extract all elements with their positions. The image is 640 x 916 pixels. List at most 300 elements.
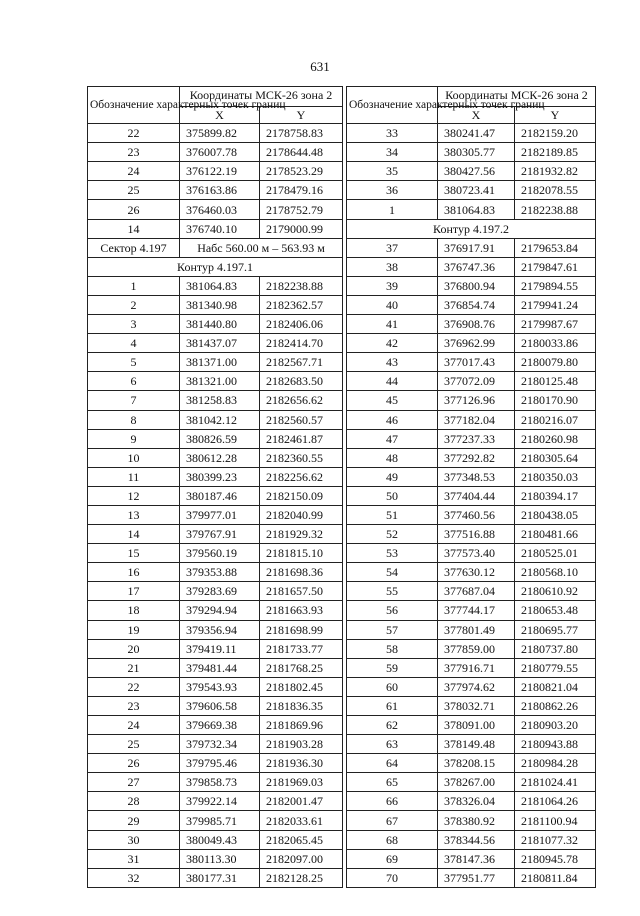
table-row bbox=[347, 467, 596, 486]
table-row bbox=[347, 448, 596, 467]
table-row bbox=[88, 677, 343, 696]
point-number: 34 bbox=[347, 143, 438, 162]
coord-y: 2182238.88 bbox=[515, 200, 596, 219]
point-number: 58 bbox=[347, 639, 438, 658]
table-row bbox=[88, 639, 343, 658]
coord-y: 2182683.50 bbox=[260, 372, 343, 391]
table-row bbox=[347, 505, 596, 524]
table-row bbox=[347, 334, 596, 353]
coord-x: 379283.69 bbox=[180, 582, 260, 601]
table-row bbox=[88, 295, 343, 314]
coord-x: 378267.00 bbox=[438, 773, 515, 792]
table-row bbox=[88, 353, 343, 372]
point-number: 16 bbox=[88, 563, 180, 582]
point-number: 41 bbox=[347, 315, 438, 334]
coord-y: 2182001.47 bbox=[260, 792, 343, 811]
table-row bbox=[88, 334, 343, 353]
coord-x: 379732.34 bbox=[180, 735, 260, 754]
coord-y: 2180779.55 bbox=[515, 658, 596, 677]
table-row bbox=[88, 162, 343, 181]
table-row bbox=[88, 754, 343, 773]
coord-y: 2182414.70 bbox=[260, 334, 343, 353]
table-row bbox=[347, 696, 596, 715]
table-row bbox=[347, 735, 596, 754]
sector-label: Сектор 4.197 bbox=[88, 238, 180, 257]
coord-y: 2179987.67 bbox=[515, 315, 596, 334]
coord-x: 377687.04 bbox=[438, 582, 515, 601]
point-number: 44 bbox=[347, 372, 438, 391]
coord-x: 379353.88 bbox=[180, 563, 260, 582]
coord-y: 2180568.10 bbox=[515, 563, 596, 582]
coord-y: 2181698.99 bbox=[260, 620, 343, 639]
coord-x: 377801.49 bbox=[438, 620, 515, 639]
table-row bbox=[88, 143, 343, 162]
table-row bbox=[88, 716, 343, 735]
coordinates-table-left bbox=[87, 86, 343, 888]
y-header: Y bbox=[260, 107, 343, 124]
coord-y: 2181064.26 bbox=[515, 792, 596, 811]
coord-x: 377744.17 bbox=[438, 601, 515, 620]
coord-y: 2181836.35 bbox=[260, 696, 343, 715]
coord-y: 2178644.48 bbox=[260, 143, 343, 162]
coord-x: 377404.44 bbox=[438, 486, 515, 505]
coord-x: 380187.46 bbox=[180, 486, 260, 505]
table-row bbox=[347, 773, 596, 792]
point-number: 60 bbox=[347, 677, 438, 696]
coord-y: 2180394.17 bbox=[515, 486, 596, 505]
point-number: 65 bbox=[347, 773, 438, 792]
coord-y: 2180653.48 bbox=[515, 601, 596, 620]
point-number: 14 bbox=[88, 219, 180, 238]
point-number: 43 bbox=[347, 353, 438, 372]
coord-y: 2181024.41 bbox=[515, 773, 596, 792]
contour-row bbox=[88, 257, 343, 276]
point-number: 22 bbox=[88, 677, 180, 696]
coord-y: 2180811.84 bbox=[515, 868, 596, 887]
point-number: 15 bbox=[88, 544, 180, 563]
point-number: 23 bbox=[88, 143, 180, 162]
coord-x: 381258.83 bbox=[180, 391, 260, 410]
coord-x: 376163.86 bbox=[180, 181, 260, 200]
table-row bbox=[347, 410, 596, 429]
coord-y: 2178523.29 bbox=[260, 162, 343, 181]
coord-x: 379294.94 bbox=[180, 601, 260, 620]
point-number: 20 bbox=[88, 639, 180, 658]
coord-x: 381042.12 bbox=[180, 410, 260, 429]
coord-y: 2182065.45 bbox=[260, 830, 343, 849]
contour-label: Контур 4.197.1 bbox=[88, 257, 343, 276]
table-row bbox=[347, 429, 596, 448]
table-row bbox=[347, 658, 596, 677]
coord-x: 381440.80 bbox=[180, 315, 260, 334]
contour-row bbox=[347, 219, 596, 238]
table-row bbox=[88, 467, 343, 486]
table-row bbox=[347, 200, 596, 219]
coord-x: 377573.40 bbox=[438, 544, 515, 563]
sector-value: Набс 560.00 м – 563.93 м bbox=[180, 238, 343, 257]
point-number: 7 bbox=[88, 391, 180, 410]
table-row bbox=[88, 525, 343, 544]
coord-x: 380241.47 bbox=[438, 124, 515, 143]
y-header: Y bbox=[515, 107, 596, 124]
coord-x: 378149.48 bbox=[438, 735, 515, 754]
table-row bbox=[347, 276, 596, 295]
point-number: 26 bbox=[88, 200, 180, 219]
coord-x: 381064.83 bbox=[438, 200, 515, 219]
coord-x: 380612.28 bbox=[180, 448, 260, 467]
coord-y: 2180216.07 bbox=[515, 410, 596, 429]
table-row bbox=[88, 792, 343, 811]
coord-y: 2180079.80 bbox=[515, 353, 596, 372]
x-header: X bbox=[438, 107, 515, 124]
coord-y: 2181936.30 bbox=[260, 754, 343, 773]
point-number: 3 bbox=[88, 315, 180, 334]
point-number: 59 bbox=[347, 658, 438, 677]
right-rows-bottom bbox=[347, 238, 596, 887]
coord-y: 2180033.86 bbox=[515, 334, 596, 353]
table-row bbox=[88, 620, 343, 639]
coord-x: 376740.10 bbox=[180, 219, 260, 238]
coord-x: 377292.82 bbox=[438, 448, 515, 467]
coord-x: 377237.33 bbox=[438, 429, 515, 448]
coord-y: 2182256.62 bbox=[260, 467, 343, 486]
point-number: 2 bbox=[88, 295, 180, 314]
coord-y: 2180125.48 bbox=[515, 372, 596, 391]
point-number: 6 bbox=[88, 372, 180, 391]
coord-y: 2181969.03 bbox=[260, 773, 343, 792]
coord-x: 379922.14 bbox=[180, 792, 260, 811]
table-row bbox=[88, 486, 343, 505]
coord-x: 376854.74 bbox=[438, 295, 515, 314]
table-row bbox=[88, 582, 343, 601]
point-number: 36 bbox=[347, 181, 438, 200]
point-number: 22 bbox=[88, 124, 180, 143]
point-number: 23 bbox=[88, 696, 180, 715]
point-number: 19 bbox=[88, 620, 180, 639]
coord-y: 2181932.82 bbox=[515, 162, 596, 181]
table-row bbox=[88, 544, 343, 563]
coord-x: 379858.73 bbox=[180, 773, 260, 792]
coord-y: 2180821.04 bbox=[515, 677, 596, 696]
coord-y: 2179000.99 bbox=[260, 219, 343, 238]
coord-y: 2180943.88 bbox=[515, 735, 596, 754]
point-number: 29 bbox=[88, 811, 180, 830]
point-number: 47 bbox=[347, 429, 438, 448]
coord-x: 377974.62 bbox=[438, 677, 515, 696]
table-row bbox=[347, 391, 596, 410]
coord-x: 376007.78 bbox=[180, 143, 260, 162]
coord-x: 378380.92 bbox=[438, 811, 515, 830]
point-number: 56 bbox=[347, 601, 438, 620]
point-number: 17 bbox=[88, 582, 180, 601]
coord-y: 2180695.77 bbox=[515, 620, 596, 639]
coord-x: 378032.71 bbox=[438, 696, 515, 715]
coord-x: 380177.31 bbox=[180, 868, 260, 887]
table-row bbox=[347, 563, 596, 582]
coord-x: 381340.98 bbox=[180, 295, 260, 314]
table-row bbox=[347, 124, 596, 143]
point-number: 55 bbox=[347, 582, 438, 601]
coord-y: 2182656.62 bbox=[260, 391, 343, 410]
coord-y: 2180610.92 bbox=[515, 582, 596, 601]
coord-x: 379795.46 bbox=[180, 754, 260, 773]
table-row bbox=[88, 601, 343, 620]
coord-y: 2180305.64 bbox=[515, 448, 596, 467]
table-row bbox=[88, 219, 343, 238]
coord-y: 2179894.55 bbox=[515, 276, 596, 295]
coord-x: 378344.56 bbox=[438, 830, 515, 849]
table-row bbox=[347, 716, 596, 735]
table-row bbox=[88, 849, 343, 868]
coord-x: 380723.41 bbox=[438, 181, 515, 200]
table-row bbox=[347, 486, 596, 505]
coord-x: 379543.93 bbox=[180, 677, 260, 696]
table-row bbox=[88, 830, 343, 849]
coord-y: 2181903.28 bbox=[260, 735, 343, 754]
coord-y: 2178758.83 bbox=[260, 124, 343, 143]
point-number: 69 bbox=[347, 849, 438, 868]
point-number: 13 bbox=[88, 505, 180, 524]
point-number: 24 bbox=[88, 716, 180, 735]
x-header: X bbox=[180, 107, 260, 124]
table-row bbox=[347, 181, 596, 200]
coord-y: 2182097.00 bbox=[260, 849, 343, 868]
point-number: 12 bbox=[88, 486, 180, 505]
table-row bbox=[347, 811, 596, 830]
point-number: 10 bbox=[88, 448, 180, 467]
table-row bbox=[347, 162, 596, 181]
coord-x: 377182.04 bbox=[438, 410, 515, 429]
coord-y: 2180481.66 bbox=[515, 525, 596, 544]
table-row bbox=[88, 696, 343, 715]
coord-x: 381321.00 bbox=[180, 372, 260, 391]
table-row bbox=[88, 563, 343, 582]
coord-x: 376962.99 bbox=[438, 334, 515, 353]
point-number: 42 bbox=[347, 334, 438, 353]
point-number: 9 bbox=[88, 429, 180, 448]
table-row bbox=[347, 525, 596, 544]
table-row bbox=[88, 429, 343, 448]
table-row bbox=[347, 315, 596, 334]
point-number: 70 bbox=[347, 868, 438, 887]
coord-x: 377460.56 bbox=[438, 505, 515, 524]
coord-y: 2182033.61 bbox=[260, 811, 343, 830]
coord-y: 2180984.28 bbox=[515, 754, 596, 773]
point-number: 24 bbox=[88, 162, 180, 181]
point-number: 21 bbox=[88, 658, 180, 677]
table-row bbox=[347, 544, 596, 563]
table-row bbox=[88, 124, 343, 143]
coord-y: 2182150.09 bbox=[260, 486, 343, 505]
point-number: 48 bbox=[347, 448, 438, 467]
left-rows-top bbox=[88, 124, 343, 239]
coord-y: 2179653.84 bbox=[515, 238, 596, 257]
coord-x: 380049.43 bbox=[180, 830, 260, 849]
coord-y: 2181100.94 bbox=[515, 811, 596, 830]
coord-y: 2182360.55 bbox=[260, 448, 343, 467]
coord-y: 2182362.57 bbox=[260, 295, 343, 314]
coord-x: 377630.12 bbox=[438, 563, 515, 582]
table-row bbox=[88, 181, 343, 200]
point-number: 33 bbox=[347, 124, 438, 143]
point-number: 67 bbox=[347, 811, 438, 830]
coord-y: 2181802.45 bbox=[260, 677, 343, 696]
point-number: 39 bbox=[347, 276, 438, 295]
coord-x: 379356.94 bbox=[180, 620, 260, 639]
coord-x: 376460.03 bbox=[180, 200, 260, 219]
coordinate-system-header: Координаты МСК-26 зона 2 bbox=[180, 87, 343, 107]
designation-header: Обозначение характерных точек границ bbox=[88, 87, 180, 124]
table-row bbox=[88, 276, 343, 295]
point-number: 4 bbox=[88, 334, 180, 353]
page-number: 631 bbox=[310, 59, 330, 74]
table-row bbox=[347, 754, 596, 773]
coord-x: 377072.09 bbox=[438, 372, 515, 391]
left-rows-bottom bbox=[88, 276, 343, 887]
table-row bbox=[88, 391, 343, 410]
point-number: 40 bbox=[347, 295, 438, 314]
coord-x: 381437.07 bbox=[180, 334, 260, 353]
coord-y: 2182406.06 bbox=[260, 315, 343, 334]
coord-x: 379606.58 bbox=[180, 696, 260, 715]
coord-y: 2181657.50 bbox=[260, 582, 343, 601]
coord-y: 2180525.01 bbox=[515, 544, 596, 563]
table-row bbox=[347, 620, 596, 639]
table-row bbox=[88, 200, 343, 219]
coord-x: 377348.53 bbox=[438, 467, 515, 486]
coord-x: 378326.04 bbox=[438, 792, 515, 811]
coord-x: 380826.59 bbox=[180, 429, 260, 448]
coord-x: 378091.00 bbox=[438, 716, 515, 735]
table-row bbox=[88, 811, 343, 830]
coord-y: 2182128.25 bbox=[260, 868, 343, 887]
point-number: 45 bbox=[347, 391, 438, 410]
coord-y: 2182238.88 bbox=[260, 276, 343, 295]
point-number: 51 bbox=[347, 505, 438, 524]
coord-x: 376800.94 bbox=[438, 276, 515, 295]
coord-y: 2179941.24 bbox=[515, 295, 596, 314]
coord-x: 376917.91 bbox=[438, 238, 515, 257]
coord-y: 2181869.96 bbox=[260, 716, 343, 735]
coord-y: 2180862.26 bbox=[515, 696, 596, 715]
table-row bbox=[347, 830, 596, 849]
coord-x: 378208.15 bbox=[438, 754, 515, 773]
point-number: 1 bbox=[88, 276, 180, 295]
coord-y: 2181768.25 bbox=[260, 658, 343, 677]
coord-y: 2182078.55 bbox=[515, 181, 596, 200]
coord-y: 2182189.85 bbox=[515, 143, 596, 162]
point-number: 52 bbox=[347, 525, 438, 544]
table-row bbox=[347, 295, 596, 314]
table-row bbox=[88, 505, 343, 524]
point-number: 31 bbox=[88, 849, 180, 868]
table-row bbox=[347, 792, 596, 811]
point-number: 26 bbox=[88, 754, 180, 773]
coordinate-system-header: Координаты МСК-26 зона 2 bbox=[438, 87, 596, 107]
coord-x: 377916.71 bbox=[438, 658, 515, 677]
table-row bbox=[347, 639, 596, 658]
point-number: 64 bbox=[347, 754, 438, 773]
coord-y: 2179847.61 bbox=[515, 257, 596, 276]
point-number: 35 bbox=[347, 162, 438, 181]
point-number: 53 bbox=[347, 544, 438, 563]
coord-y: 2180903.20 bbox=[515, 716, 596, 735]
point-number: 8 bbox=[88, 410, 180, 429]
point-number: 5 bbox=[88, 353, 180, 372]
point-number: 32 bbox=[88, 868, 180, 887]
coord-y: 2181929.32 bbox=[260, 525, 343, 544]
coord-x: 379560.19 bbox=[180, 544, 260, 563]
point-number: 49 bbox=[347, 467, 438, 486]
point-number: 25 bbox=[88, 735, 180, 754]
table-row bbox=[347, 143, 596, 162]
point-number: 30 bbox=[88, 830, 180, 849]
point-number: 66 bbox=[347, 792, 438, 811]
point-number: 62 bbox=[347, 716, 438, 735]
coord-x: 377859.00 bbox=[438, 639, 515, 658]
table-row bbox=[88, 868, 343, 887]
point-number: 11 bbox=[88, 467, 180, 486]
coord-x: 379481.44 bbox=[180, 658, 260, 677]
coord-x: 379419.11 bbox=[180, 639, 260, 658]
coord-y: 2182040.99 bbox=[260, 505, 343, 524]
point-number: 1 bbox=[347, 200, 438, 219]
table-row bbox=[88, 658, 343, 677]
coord-y: 2181815.10 bbox=[260, 544, 343, 563]
point-number: 38 bbox=[347, 257, 438, 276]
point-number: 46 bbox=[347, 410, 438, 429]
point-number: 18 bbox=[88, 601, 180, 620]
designation-header: Обозначение характерных точек границ bbox=[347, 87, 438, 124]
point-number: 28 bbox=[88, 792, 180, 811]
coord-x: 380399.23 bbox=[180, 467, 260, 486]
table-row bbox=[347, 353, 596, 372]
table-row bbox=[88, 735, 343, 754]
coord-y: 2182560.57 bbox=[260, 410, 343, 429]
coord-y: 2178752.79 bbox=[260, 200, 343, 219]
point-number: 61 bbox=[347, 696, 438, 715]
coord-y: 2178479.16 bbox=[260, 181, 343, 200]
coord-y: 2180350.03 bbox=[515, 467, 596, 486]
table-row bbox=[88, 315, 343, 334]
coord-y: 2180945.78 bbox=[515, 849, 596, 868]
coord-x: 376908.76 bbox=[438, 315, 515, 334]
coord-x: 376122.19 bbox=[180, 162, 260, 181]
coord-x: 379767.91 bbox=[180, 525, 260, 544]
table-row bbox=[347, 677, 596, 696]
point-number: 57 bbox=[347, 620, 438, 639]
contour-label: Контур 4.197.2 bbox=[347, 219, 596, 238]
table-row bbox=[347, 257, 596, 276]
table-row bbox=[88, 410, 343, 429]
coord-x: 377951.77 bbox=[438, 868, 515, 887]
point-number: 63 bbox=[347, 735, 438, 754]
table-row bbox=[88, 448, 343, 467]
coord-y: 2181663.93 bbox=[260, 601, 343, 620]
coordinates-table-right bbox=[346, 86, 596, 888]
coord-x: 380305.77 bbox=[438, 143, 515, 162]
point-number: 68 bbox=[347, 830, 438, 849]
coord-x: 375899.82 bbox=[180, 124, 260, 143]
coord-y: 2181698.36 bbox=[260, 563, 343, 582]
coord-y: 2182461.87 bbox=[260, 429, 343, 448]
table-row bbox=[347, 849, 596, 868]
table-row bbox=[88, 773, 343, 792]
coord-x: 380113.30 bbox=[180, 849, 260, 868]
coord-y: 2181077.32 bbox=[515, 830, 596, 849]
table-row bbox=[347, 582, 596, 601]
coord-x: 377516.88 bbox=[438, 525, 515, 544]
